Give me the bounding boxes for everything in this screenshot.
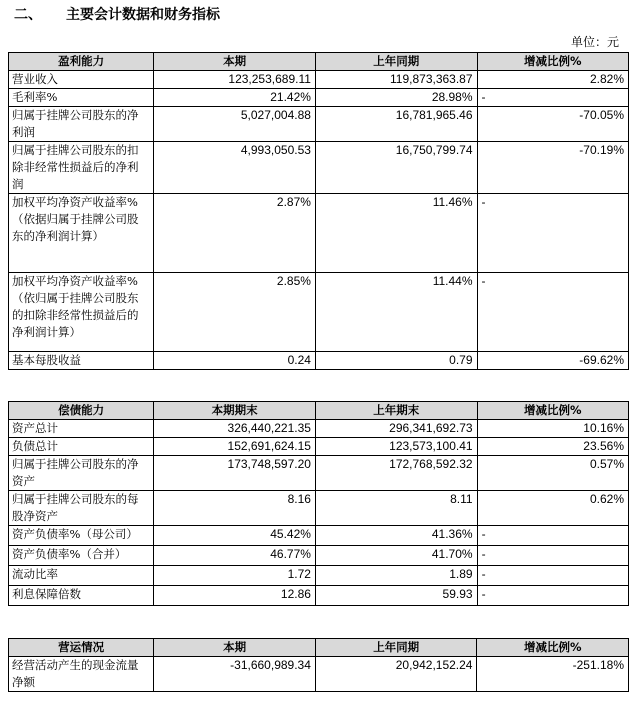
row-label: 归属于挂牌公司股东的净利润 [9, 107, 154, 142]
header-change: 增减比例% [477, 639, 629, 657]
table-row [9, 566, 629, 586]
section-number: 二、 [14, 7, 42, 23]
table-row [9, 526, 629, 546]
header-current: 本期 [154, 53, 316, 71]
current-value: 152,691,624.15 [154, 438, 316, 456]
row-label: 归属于挂牌公司股东的扣除非经常性损益后的净利润 [9, 142, 154, 194]
change-value: 10.16% [477, 420, 628, 438]
row-label: 加权平均净资产收益率%（依归属于挂牌公司股东的扣除非经常性损益后的净利润计算） [9, 273, 154, 352]
current-value: 326,440,221.35 [154, 420, 316, 438]
row-label: 负债总计 [9, 438, 154, 456]
row-label: 加权平均净资产收益率%（依据归属于挂牌公司股东的净利润计算） [9, 194, 154, 273]
change-value: 0.57% [477, 456, 628, 491]
previous-value: 20,942,152.24 [315, 657, 477, 692]
row-label: 资产总计 [9, 420, 154, 438]
table-row [9, 352, 629, 370]
current-value: 5,027,004.88 [154, 107, 316, 142]
previous-value: 119,873,363.87 [315, 71, 477, 89]
previous-value: 8.11 [315, 491, 477, 526]
profitability-table [8, 52, 629, 370]
row-label: 归属于挂牌公司股东的每股净资产 [9, 491, 154, 526]
section-heading [14, 4, 220, 24]
change-value: - [477, 273, 628, 352]
previous-value: 16,750,799.74 [315, 142, 477, 194]
current-value: 4,993,050.53 [154, 142, 316, 194]
unit-label: 单位：元 [570, 35, 619, 49]
change-value: - [477, 526, 628, 546]
row-label: 流动比率 [9, 566, 154, 586]
header-category: 偿债能力 [9, 402, 154, 420]
header-current: 本期期末 [154, 402, 316, 420]
current-value: 173,748,597.20 [154, 456, 316, 491]
previous-value: 41.36% [315, 526, 477, 546]
header-row [9, 53, 629, 71]
change-value: 2.82% [477, 71, 628, 89]
change-value: - [477, 194, 628, 273]
table-row [9, 273, 629, 352]
current-value: 8.16 [154, 491, 316, 526]
header-current: 本期 [154, 639, 316, 657]
current-value: 2.87% [154, 194, 316, 273]
row-label: 归属于挂牌公司股东的净资产 [9, 456, 154, 491]
previous-value: 28.98% [315, 89, 477, 107]
previous-value: 11.46% [315, 194, 477, 273]
header-category: 营运情况 [9, 639, 154, 657]
table-row [9, 586, 629, 606]
change-value: -70.05% [477, 107, 628, 142]
change-value: 23.56% [477, 438, 628, 456]
table-row [9, 420, 629, 438]
header-previous: 上年同期 [315, 53, 477, 71]
previous-value: 59.93 [315, 586, 477, 606]
table-row [9, 546, 629, 566]
table-row [9, 491, 629, 526]
solvency-table [8, 401, 629, 606]
row-label: 基本每股收益 [9, 352, 154, 370]
table-row [9, 456, 629, 491]
section-title: 主要会计数据和财务指标 [66, 7, 220, 23]
current-value: 2.85% [154, 273, 316, 352]
current-value: 123,253,689.11 [154, 71, 316, 89]
change-value: - [477, 566, 628, 586]
table-row [9, 438, 629, 456]
header-row [9, 639, 629, 657]
previous-value: 11.44% [315, 273, 477, 352]
previous-value: 0.79 [315, 352, 477, 370]
change-value: - [477, 586, 628, 606]
row-label: 资产负债率%（母公司） [9, 526, 154, 546]
current-value: 0.24 [154, 352, 316, 370]
header-row [9, 402, 629, 420]
header-previous: 上年期末 [315, 402, 477, 420]
previous-value: 16,781,965.46 [315, 107, 477, 142]
row-label: 利息保障倍数 [9, 586, 154, 606]
table-row [9, 657, 629, 692]
change-value: - [477, 546, 628, 566]
previous-value: 172,768,592.32 [315, 456, 477, 491]
row-label: 经营活动产生的现金流量净额 [9, 657, 154, 692]
change-value: -69.62% [477, 352, 628, 370]
previous-value: 123,573,100.41 [315, 438, 477, 456]
header-change: 增减比例% [477, 53, 628, 71]
change-value: -70.19% [477, 142, 628, 194]
table-row [9, 71, 629, 89]
table-row [9, 89, 629, 107]
previous-value: 296,341,692.73 [315, 420, 477, 438]
previous-value: 41.70% [315, 546, 477, 566]
table-row [9, 142, 629, 194]
current-value: 21.42% [154, 89, 316, 107]
row-label: 营业收入 [9, 71, 154, 89]
row-label: 毛利率% [9, 89, 154, 107]
header-previous: 上年同期 [315, 639, 477, 657]
previous-value: 1.89 [315, 566, 477, 586]
header-change: 增减比例% [477, 402, 628, 420]
change-value: -251.18% [477, 657, 629, 692]
current-value: 46.77% [154, 546, 316, 566]
current-value: 45.42% [154, 526, 316, 546]
header-category: 盈利能力 [9, 53, 154, 71]
change-value: - [477, 89, 628, 107]
current-value: -31,660,989.34 [154, 657, 316, 692]
current-value: 12.86 [154, 586, 316, 606]
row-label: 资产负债率%（合并） [9, 546, 154, 566]
table-row [9, 107, 629, 142]
change-value: 0.62% [477, 491, 628, 526]
operations-table [8, 638, 629, 692]
table-row [9, 194, 629, 273]
current-value: 1.72 [154, 566, 316, 586]
